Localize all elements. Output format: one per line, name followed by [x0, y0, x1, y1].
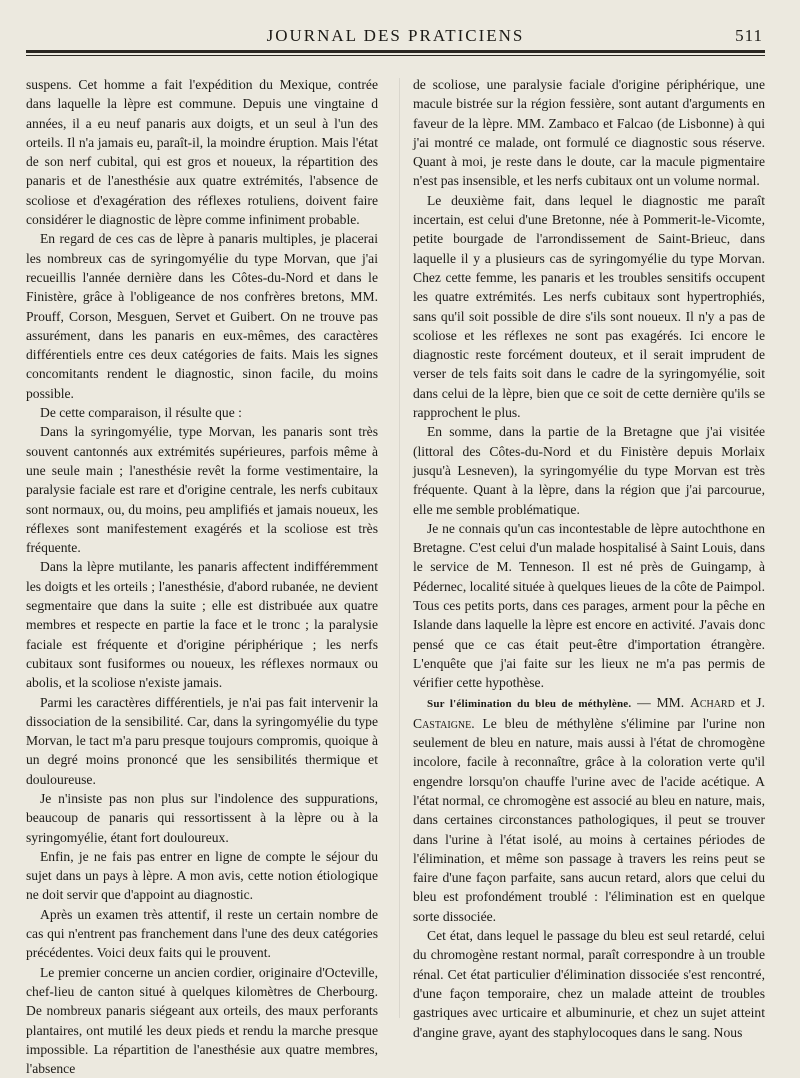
paragraph: Enfin, je ne fais pas entrer en ligne de compte le séjour du sujet dans un pays à lèpre. A mon avis, cette notion étiologique ne doit servir que d'appoint au diagnostic. — [26, 848, 378, 903]
paragraph: En somme, dans la partie de la Bretagne que j'ai visitée (littoral des Côtes-du-Nord et du Finistère depuis Morlaix jusqu'à Lesneven), la syringomyélie du type Morvan est très fréquente. Quant à la lèpre, dans la région que j'ai parcourue, elle me semble problématique. — [413, 424, 765, 517]
paragraph: Dans la syringomyélie, type Morvan, les panaris sont très souvent cantonnés aux extrémités supérieures, parfois même à une seule main ; l'anesthésie revêt la forme vestimentaire, la paralysie faciale est rare et d'origine centrale, les nerfs cubitaux sont normaux, ou, du moins, peu amplifiés et jamais noueux, les réflexes sont manifestement exagérés et la scoliose est très fréquente. — [26, 424, 378, 556]
paragraph: Je n'insiste pas non plus sur l'indolence des suppurations, beaucoup de panaris qui ressortissent à la lèpre ou à la syringomyélie, étant fort douloureux. — [26, 790, 378, 845]
paragraph: En regard de ces cas de lèpre à panaris multiples, je placerai les nombreux cas de syringomyélie du type Morvan, que j'ai recueillis l'année dernière dans les Côtes-du-Nord et dans le Finistère, grâce à l'obligeance de nos confrères bretons, MM. Prouff, Corson, Mesguen, Servet et Guibert. On ne trouve pas assurément, dans les panaris en eux-mêmes, des caractères différentiels entre ces deux catégories de faits. Mais les signes concomitants rendent le diagnostic, sinon facile, du moins possible. — [26, 231, 378, 401]
left-column — [26, 75, 378, 1078]
author-name: Achard — [690, 694, 735, 710]
paragraph: Le premier concerne un ancien cordier, originaire d'Octeville, chef-lieu de canton situé à quelques kilomètres de Cherbourg. De nombreux panaris siégeant aux orteils, des maux perforants plantaires, ont mutilé les deux pieds et rendu la marche presque impossible. La répartition de l'anesthésie aux quatre membres, l'absence — [26, 964, 378, 1077]
journal-title: JOURNAL DES PRATICIENS — [266, 26, 525, 45]
section-text: . Le bleu de méthylène s'élimine par l'urine non seulement de bleu en nature, mais aussi à l'état de chromogène incolore, facile à reconnaître, grâce à la coloration verte qu'il engendre lorsqu'on chauffe l'urine avec de l'acide acétique. A l'état normal, ce chromogène est associé au bleu en nature, mais, dans certaines circonstances pathologiques, il peut se trouver dans l'urine à l'état isolé, au moins à certaines périodes de l'élimination, et même son passage à travers les reins peut se faire d'une façon parfaite, sans aucun retard, alors que celui du bleu est profondément troublé : l'élimination est en quelque sorte dissociée. — [413, 715, 765, 924]
paragraph: suspens. Cet homme a fait l'expédition du Mexique, contrée dans laquelle la lèpre est commune. Depuis une vingtaine d années, il a eu neuf panaris aux doigts, et un seul à l'un des orteils. Il n'a jamais eu, paraît-il, la moindre éruption. Mais l'état de son nerf cubital, qui est gros et noueux, la répartition des panaris et de l'anesthésie aux quatre extrémités, l'absence de scoliose et d'exagération des réflexes rotuliens, doivent faire considérer le diagnostic de lèpre comme infiniment probable. — [26, 77, 378, 228]
column-divider — [399, 78, 400, 1018]
section-heading: Sur l'élimination du bleu de méthylène. — [427, 697, 632, 710]
paragraph: Je ne connais qu'un cas incontestable de lèpre autochthone en Bretagne. C'est celui d'un malade hospitalisé à Saint Louis, dans le service de M. Tenneson. Il est né près de Guingamp, à Pédernec, localité située à quelques lieues de la côte de Paimpol. Tous ces petits ports, dans ces parages, arment pour la pêche en Islande dans laquelle la lèpre est encore en activité. J'avais donc pensé que ce cas était peut-être d'importation étrangère. L'enquête que j'ai faite sur les lieux ne m'a pas permis de vérifier cette hypothèse. — [413, 520, 765, 691]
paragraph: de scoliose, une paralysie faciale d'origine périphérique, une macule bistrée sur la région fessière, sont autant d'arguments en faveur de la lèpre. MM. Zambaco et Falcao (de Lisbonne) à qui j'ai montré ce malade, ont formulé ce diagnostic sous réserve. Quant à moi, je reste dans le doute, car la macule pigmentaire n'est pas insensible, et les nerfs cubitaux ont un volume normal. — [413, 77, 765, 189]
paragraph: Dans la lèpre mutilante, les panaris affectent indifféremment les doigts et les orteils ; l'anesthésie, d'abord rubanée, ne devient segmentaire que dans la suite ; elle est distribuée aux quatre membres et respecte en partie la face et le tronc ; la paralysie faciale est fréquente et d'origine périphérique ; les nerfs cubitaux sont fusiformes ou noueux, les réflexes normaux ou abolis, et la scoliose n'existe jamais. — [26, 559, 378, 691]
page-number: 511 — [735, 26, 763, 45]
header-rule — [26, 50, 765, 53]
author-conjunction: et J. — [734, 694, 765, 710]
author-name: Castaigne — [413, 715, 472, 731]
paragraph: Parmi les caractères différentiels, je n'ai pas fait intervenir la dissociation de la sensibilité. Car, dans la syringomyélie du type Morvan, le tact m'a paru presque toujours compromis, quoique à un degré moins prononcé que les sensibilités thermique et douloureuse. — [26, 694, 378, 787]
paragraph: Après un examen très attentif, il reste un certain nombre de cas qui n'entrent pas franchement dans l'une des deux catégories précédentes. Voici deux faits qui le prouvent. — [26, 906, 378, 961]
header-rule-thin — [26, 55, 765, 56]
article-body — [26, 75, 765, 1078]
paragraph: Cet état, dans lequel le passage du bleu est seul retardé, celui du chromogène restant normal, paraît correspondre à un trouble rénal. Cet état particulier d'élimination dissociée s'est rencontré, d'une façon temporaire, chez un malade atteint de troubles gastriques avec urticaire et albuminurie, et chez un sujet atteint d'angine grave, ayant des staphylocoques dans le sang. Nous — [413, 928, 765, 1040]
paragraph: De cette comparaison, il résulte que : — [40, 405, 242, 421]
right-column — [413, 75, 765, 1078]
running-header — [26, 20, 765, 46]
paragraph: Le deuxième fait, dans lequel le diagnostic me paraît incertain, est celui d'une Bretonne, née à Pommerit-le-Vicomte, petite bourgade de l'arrondissement de Saint-Brieuc, dans laquelle il y a plusieurs cas de syringomyélie du type Morvan. Chez cette femme, les panaris et les troubles sensitifs occupent les quatre extrémités. Les nerfs cubitaux sont hypertrophiés, sans qu'il soit possible de dire s'ils sont noueux. Il n'y a pas de scoliose et les réflexes ne sont pas exagérés. Ici encore le diagnostic reste forcément douteux, et il serait imprudent de verser de tels faits soit dans le cadre de la syringomyélie, soit dans celui de la lèpre, bien que ce soit de cette dernière qu'ils se rapprochent le plus. — [413, 192, 765, 421]
heading-dash: — MM. — [631, 694, 690, 710]
section-paragraph — [413, 693, 765, 927]
